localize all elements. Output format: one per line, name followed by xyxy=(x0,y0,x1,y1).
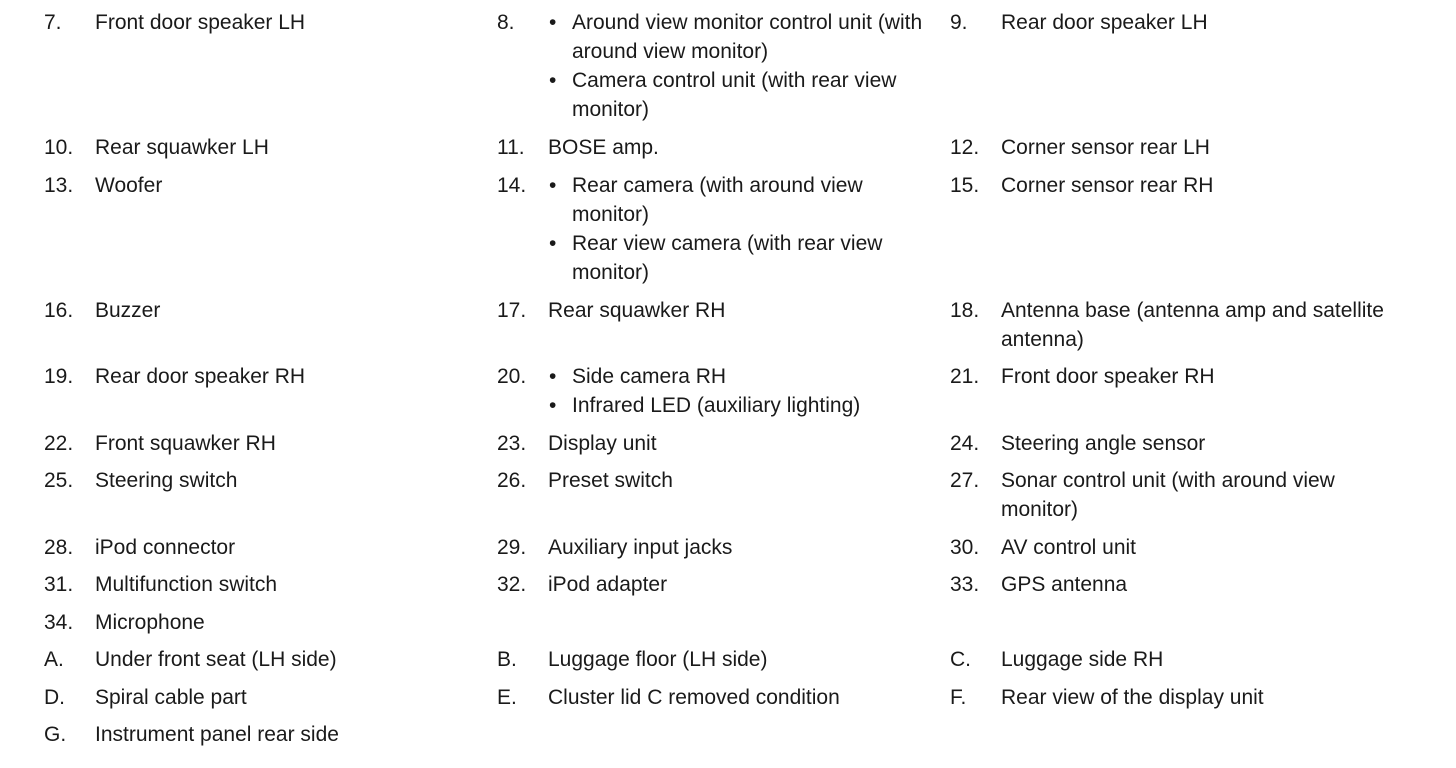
legend-bullet-item xyxy=(548,362,937,391)
legend-item xyxy=(950,683,1390,712)
legend-item xyxy=(950,362,1390,391)
legend-item-text: Antenna base (antenna amp and satellite antenna) xyxy=(1001,299,1384,351)
legend-bullet-text: Around view monitor control unit (with around view monitor) xyxy=(572,11,923,63)
legend-item-text: Cluster lid C removed condition xyxy=(548,686,840,709)
legend-item-text: Front squawker RH xyxy=(95,432,276,455)
legend-item-number: 25. xyxy=(44,469,74,492)
bullet-dot-icon: • xyxy=(549,394,557,417)
legend-item-text: Front door speaker LH xyxy=(95,11,306,34)
legend-item xyxy=(44,570,464,599)
legend-item-number: G. xyxy=(44,723,67,746)
legend-item xyxy=(950,429,1390,458)
legend-bullet-text: Rear view camera (with rear view monitor) xyxy=(572,232,883,284)
legend-item-text: Rear view of the display unit xyxy=(1001,686,1264,709)
legend-item-text: Instrument panel rear side xyxy=(95,723,339,746)
legend-bullet-list xyxy=(548,8,937,124)
legend-item-number: 33. xyxy=(950,573,980,596)
legend-item xyxy=(497,8,937,124)
legend-item-text: Display unit xyxy=(548,432,657,455)
legend-item-number: 24. xyxy=(950,432,980,455)
legend-item-number: 21. xyxy=(950,365,980,388)
legend-item xyxy=(950,133,1390,162)
legend-item-number: D. xyxy=(44,686,65,709)
legend-item xyxy=(44,133,464,162)
legend-bullet-text: Rear camera (with around view monitor) xyxy=(572,174,863,226)
legend-item xyxy=(950,466,1390,524)
bullet-dot-icon: • xyxy=(549,69,557,92)
legend-item-number: B. xyxy=(497,648,517,671)
legend-bullet-text: Infrared LED (auxiliary lighting) xyxy=(572,394,861,417)
legend-item-text: Buzzer xyxy=(95,299,161,322)
legend-bullet-item xyxy=(548,391,937,420)
legend-item xyxy=(44,533,464,562)
legend-item-text: AV control unit xyxy=(1001,536,1137,559)
legend-item-text: Auxiliary input jacks xyxy=(548,536,733,559)
legend-item-number: 22. xyxy=(44,432,74,455)
legend-item-number: 26. xyxy=(497,469,527,492)
legend-item-number: 30. xyxy=(950,536,980,559)
legend-item-text: Preset switch xyxy=(548,469,673,492)
legend-item-number: 23. xyxy=(497,432,527,455)
legend-item xyxy=(44,720,464,749)
bullet-dot-icon: • xyxy=(549,174,557,197)
legend-item-number: 20. xyxy=(497,365,527,388)
legend-item-text: Rear squawker LH xyxy=(95,136,269,159)
legend-item xyxy=(497,362,937,420)
legend-item xyxy=(950,296,1390,354)
legend-item xyxy=(497,296,937,325)
legend-bullet-text: Side camera RH xyxy=(572,365,727,388)
legend-item-number: 13. xyxy=(44,174,74,197)
legend-item-number: 16. xyxy=(44,299,74,322)
legend-item xyxy=(497,429,937,458)
legend-item xyxy=(44,645,464,674)
legend-item-text: BOSE amp. xyxy=(548,136,659,159)
bullet-dot-icon: • xyxy=(549,365,557,388)
legend-item xyxy=(950,8,1390,37)
legend-item-number: 14. xyxy=(497,174,527,197)
legend-item-text: Steering switch xyxy=(95,469,238,492)
legend-bullet-item xyxy=(548,171,937,229)
legend-item-number: E. xyxy=(497,686,517,709)
legend-item-text: Steering angle sensor xyxy=(1001,432,1206,455)
legend-item-number: 7. xyxy=(44,11,62,34)
legend-bullet-text: Camera control unit (with rear view monitor) xyxy=(572,69,897,121)
legend-item-text: Luggage side RH xyxy=(1001,648,1164,671)
legend-item xyxy=(950,645,1390,674)
legend-item xyxy=(950,570,1390,599)
legend-item-text: Front door speaker RH xyxy=(1001,365,1215,388)
legend-item-text: Corner sensor rear RH xyxy=(1001,174,1214,197)
legend-bullet-list xyxy=(548,362,937,420)
legend-item-number: 9. xyxy=(950,11,968,34)
legend-item-number: 29. xyxy=(497,536,527,559)
legend-item-number: A. xyxy=(44,648,64,671)
legend-item-text: Multifunction switch xyxy=(95,573,278,596)
legend-item-number: 12. xyxy=(950,136,980,159)
legend-item xyxy=(44,683,464,712)
legend-item-number: 19. xyxy=(44,365,74,388)
legend-item xyxy=(497,683,937,712)
legend-item xyxy=(44,362,464,391)
legend-item-number: 31. xyxy=(44,573,74,596)
legend-item xyxy=(497,645,937,674)
legend-item xyxy=(950,533,1390,562)
bullet-dot-icon: • xyxy=(549,11,557,34)
legend-item xyxy=(44,8,464,37)
legend-item xyxy=(44,171,464,200)
legend-item xyxy=(44,296,464,325)
legend-item xyxy=(497,171,937,287)
legend-item-text: Luggage floor (LH side) xyxy=(548,648,768,671)
legend-item xyxy=(497,570,937,599)
legend-item-number: C. xyxy=(950,648,971,671)
legend-item-number: 28. xyxy=(44,536,74,559)
legend-item xyxy=(497,466,937,495)
legend-item xyxy=(497,533,937,562)
legend-item xyxy=(497,133,937,162)
legend-item xyxy=(44,466,464,495)
legend-item-text: Rear squawker RH xyxy=(548,299,726,322)
legend-item-number: 17. xyxy=(497,299,527,322)
legend-item-text: Under front seat (LH side) xyxy=(95,648,337,671)
legend-item-text: iPod adapter xyxy=(548,573,668,596)
bullet-dot-icon: • xyxy=(549,232,557,255)
legend-item-text: Rear door speaker LH xyxy=(1001,11,1208,34)
legend-item-number: 10. xyxy=(44,136,74,159)
legend-bullet-list xyxy=(548,171,937,287)
legend-item-text: Sonar control unit (with around view monitor) xyxy=(1001,469,1335,521)
legend-item-number: F. xyxy=(950,686,967,709)
legend-item-text: Corner sensor rear LH xyxy=(1001,136,1210,159)
legend-item xyxy=(950,171,1390,200)
legend-item-text: Spiral cable part xyxy=(95,686,247,709)
legend-item xyxy=(44,608,464,637)
legend-item-number: 18. xyxy=(950,299,980,322)
legend-item xyxy=(44,429,464,458)
legend-item-number: 8. xyxy=(497,11,515,34)
legend-item-text: Woofer xyxy=(95,174,163,197)
legend-item-number: 27. xyxy=(950,469,980,492)
legend-item-number: 34. xyxy=(44,611,74,634)
legend-item-number: 15. xyxy=(950,174,980,197)
legend-bullet-item xyxy=(548,8,937,66)
legend-item-text: iPod connector xyxy=(95,536,236,559)
legend-item-text: Rear door speaker RH xyxy=(95,365,306,388)
legend-item-number: 32. xyxy=(497,573,527,596)
legend-item-text: Microphone xyxy=(95,611,205,634)
legend-item-number: 11. xyxy=(497,136,525,159)
legend-bullet-item xyxy=(548,229,937,287)
legend-item-text: GPS antenna xyxy=(1001,573,1128,596)
legend-bullet-item xyxy=(548,66,937,124)
